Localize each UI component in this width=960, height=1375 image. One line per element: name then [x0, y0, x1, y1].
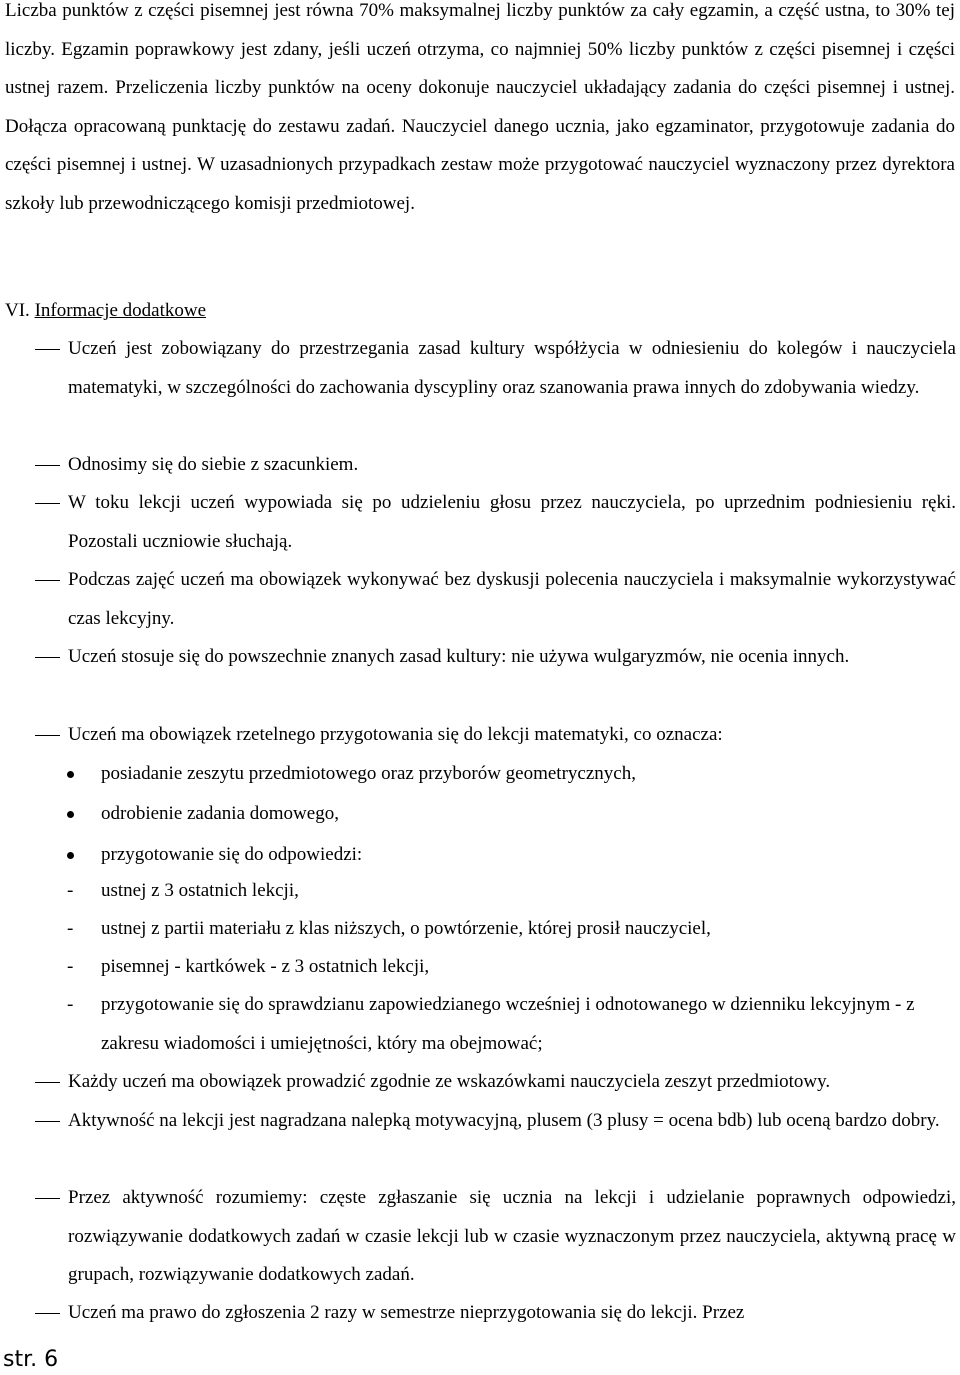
hyphen-marker: -: [67, 880, 74, 901]
intro-paragraph: Liczba punktów z części pisemnej jest równa 70% maksymalnej liczby punktów za cały egzamin, a część ustna, to 30% tej liczby. Egzamin poprawkowy jest zdany, jeśli uczeń otrzyma, co najmniej 50% liczby punktów z części pisemnej i części ustnej razem. Przeliczenia liczby punktów na oceny dokonuje nauczyciel układający zadania do części pisemnej i ustnej. Dołącza opracowaną punktację do zestawu zadań. Nauczyciel danego ucznia, jako egzaminator, przygotowuje zadania do części pisemnej i ustnej. W uzasadnionych przypadkach zestaw może przygotować nauczyciel wyznaczony przez dyrektora szkoły lub przewodniczącego komisji przedmiotowej.: [5, 0, 955, 214]
list-item: Uczeń ma prawo do zgłoszenia 2 razy w semestrze nieprzygotowania się do lekcji. Przez: [68, 1302, 745, 1323]
hyphen-marker: -: [67, 994, 74, 1015]
list-item: Aktywność na lekcji jest nagradzana nalepką motywacyjną, plusem (3 plusy = ocena bdb) lub oceną bardzo dobry.: [68, 1110, 940, 1131]
list-item: Podczas zajęć uczeń ma obowiązek wykonywać bez dyskusji polecenia nauczyciela i maksymalnie wykorzystywać czas lekcyjny.: [68, 569, 956, 629]
section-number: VI.: [5, 300, 30, 321]
dash-marker: [35, 735, 60, 736]
dash-marker: [35, 1082, 60, 1083]
hyphen-item: ustnej z partii materiału z klas niższych, o powtórzenie, której prosił nauczyciel,: [101, 918, 711, 939]
dash-marker: [35, 1198, 60, 1199]
list-item: Odnosimy się do siebie z szacunkiem.: [68, 454, 359, 475]
page-number: str. 6: [3, 1347, 59, 1372]
bullet-marker: [67, 771, 74, 778]
hyphen-item: pisemnej - kartkówek - z 3 ostatnich lekcji,: [101, 956, 430, 977]
dash-marker: [35, 1121, 60, 1122]
section-heading: [5, 293, 206, 329]
list-item: Uczeń stosuje się do powszechnie znanych zasad kultury: nie używa wulgaryzmów, nie ocenia innych.: [68, 646, 850, 667]
bullet-item: odrobienie zadania domowego,: [101, 803, 339, 824]
list-item: W toku lekcji uczeń wypowiada się po udzieleniu głosu przez nauczyciela, po uprzednim podniesieniu ręki. Pozostali uczniowie słuchają.: [68, 492, 956, 552]
section-title: Informacje dodatkowe: [34, 300, 207, 321]
hyphen-marker: -: [67, 918, 74, 939]
bullet-marker: [67, 811, 74, 818]
dash-marker: [35, 1313, 60, 1314]
list-item: Uczeń jest zobowiązany do przestrzegania zasad kultury współżycia w odniesieniu do kolegów i nauczyciela matematyki, w szczególności do zachowania dyscypliny oraz szanowania prawa innych do zdobywania wiedzy.: [68, 338, 956, 398]
dash-marker: [35, 465, 60, 466]
dash-marker: [35, 349, 60, 350]
bullet-item: posiadanie zeszytu przedmiotowego oraz przyborów geometrycznych,: [101, 763, 636, 784]
bullet-marker: [67, 852, 74, 859]
list-item: Przez aktywność rozumiemy: częste zgłaszanie się ucznia na lekcji i udzielanie poprawnych odpowiedzi, rozwiązywanie dodatkowych zadań w czasie lekcji lub w czasie wyznaczonym przez nauczyciela, aktywną pracę w grupach, rozwiązywanie dodatkowych zadań.: [68, 1187, 956, 1285]
list-item: Uczeń ma obowiązek rzetelnego przygotowania się do lekcji matematyki, co oznacza:: [68, 724, 723, 745]
hyphen-item: ustnej z 3 ostatnich lekcji,: [101, 880, 299, 901]
bullet-item: przygotowanie się do odpowiedzi:: [101, 844, 363, 865]
hyphen-marker: -: [67, 956, 74, 977]
dash-marker: [35, 580, 60, 581]
hyphen-item: przygotowanie się do sprawdzianu zapowiedzianego wcześniej i odnotowanego w dzienniku lekcyjnym - z zakresu wiadomości i umiejętności, który ma obejmować;: [101, 994, 915, 1054]
dash-marker: [35, 503, 60, 504]
dash-marker: [35, 657, 60, 658]
list-item: Każdy uczeń ma obowiązek prowadzić zgodnie ze wskazówkami nauczyciela zeszyt przedmiotowy.: [68, 1071, 831, 1092]
